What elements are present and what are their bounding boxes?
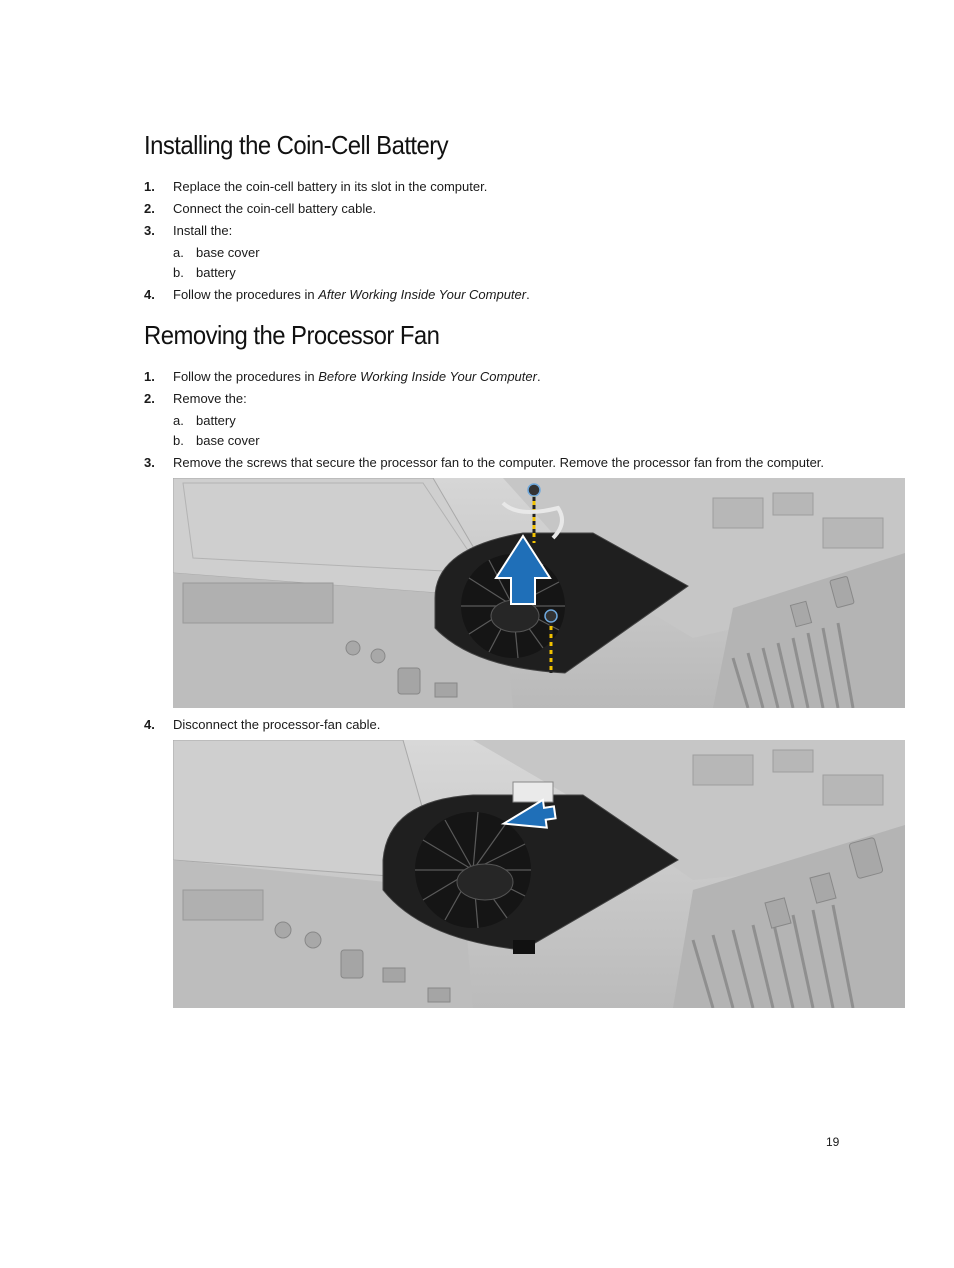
page-number: 19 xyxy=(826,1135,840,1149)
substep-text: battery xyxy=(196,265,236,280)
step-number: 2. xyxy=(144,391,155,406)
substep-item xyxy=(173,265,236,281)
step-text: Remove the screws that secure the processor fan to the computer. Remove the processor fan from the computer. xyxy=(173,455,825,470)
step-text-lead: Follow the procedures in xyxy=(173,369,319,384)
step-number: 4. xyxy=(144,287,155,302)
step-number: 1. xyxy=(144,369,155,384)
fan-cable-photo xyxy=(173,740,905,1008)
substep-letter: a. xyxy=(173,413,184,428)
section-title-coin-cell: Installing the Coin-Cell Battery xyxy=(144,130,449,160)
substep-letter: a. xyxy=(173,245,184,260)
substep-item xyxy=(173,413,236,429)
step-text: Install the: xyxy=(173,223,233,238)
step-text: Replace the coin-cell battery in its slot in the computer. xyxy=(173,179,488,194)
cross-reference-link[interactable]: After Working Inside Your Computer xyxy=(318,287,527,302)
step-text: Remove the: xyxy=(173,391,247,406)
step-text xyxy=(173,369,541,385)
substep-item xyxy=(173,245,260,261)
step-text-end: . xyxy=(536,369,541,384)
step-text-lead: Follow the procedures in xyxy=(173,287,319,302)
step-text: Disconnect the processor-fan cable. xyxy=(173,717,381,732)
substep-letter: b. xyxy=(173,265,184,280)
substep-letter: b. xyxy=(173,433,184,448)
step-text xyxy=(173,287,530,303)
substep-text: base cover xyxy=(196,433,260,448)
step-number: 4. xyxy=(144,717,155,732)
step-text-end: . xyxy=(526,287,530,302)
substep-item xyxy=(173,433,260,449)
substep-text: base cover xyxy=(196,245,260,260)
step-number: 1. xyxy=(144,179,155,194)
substep-text: battery xyxy=(196,413,236,428)
step-number: 3. xyxy=(144,455,155,470)
step-number: 2. xyxy=(144,201,155,216)
cross-reference-link[interactable]: Before Working Inside Your Computer xyxy=(318,369,537,384)
fan-removal-photo xyxy=(173,478,905,708)
section-title-processor-fan: Removing the Processor Fan xyxy=(144,320,440,350)
step-text: Connect the coin-cell battery cable. xyxy=(173,201,377,216)
step-number: 3. xyxy=(144,223,155,238)
